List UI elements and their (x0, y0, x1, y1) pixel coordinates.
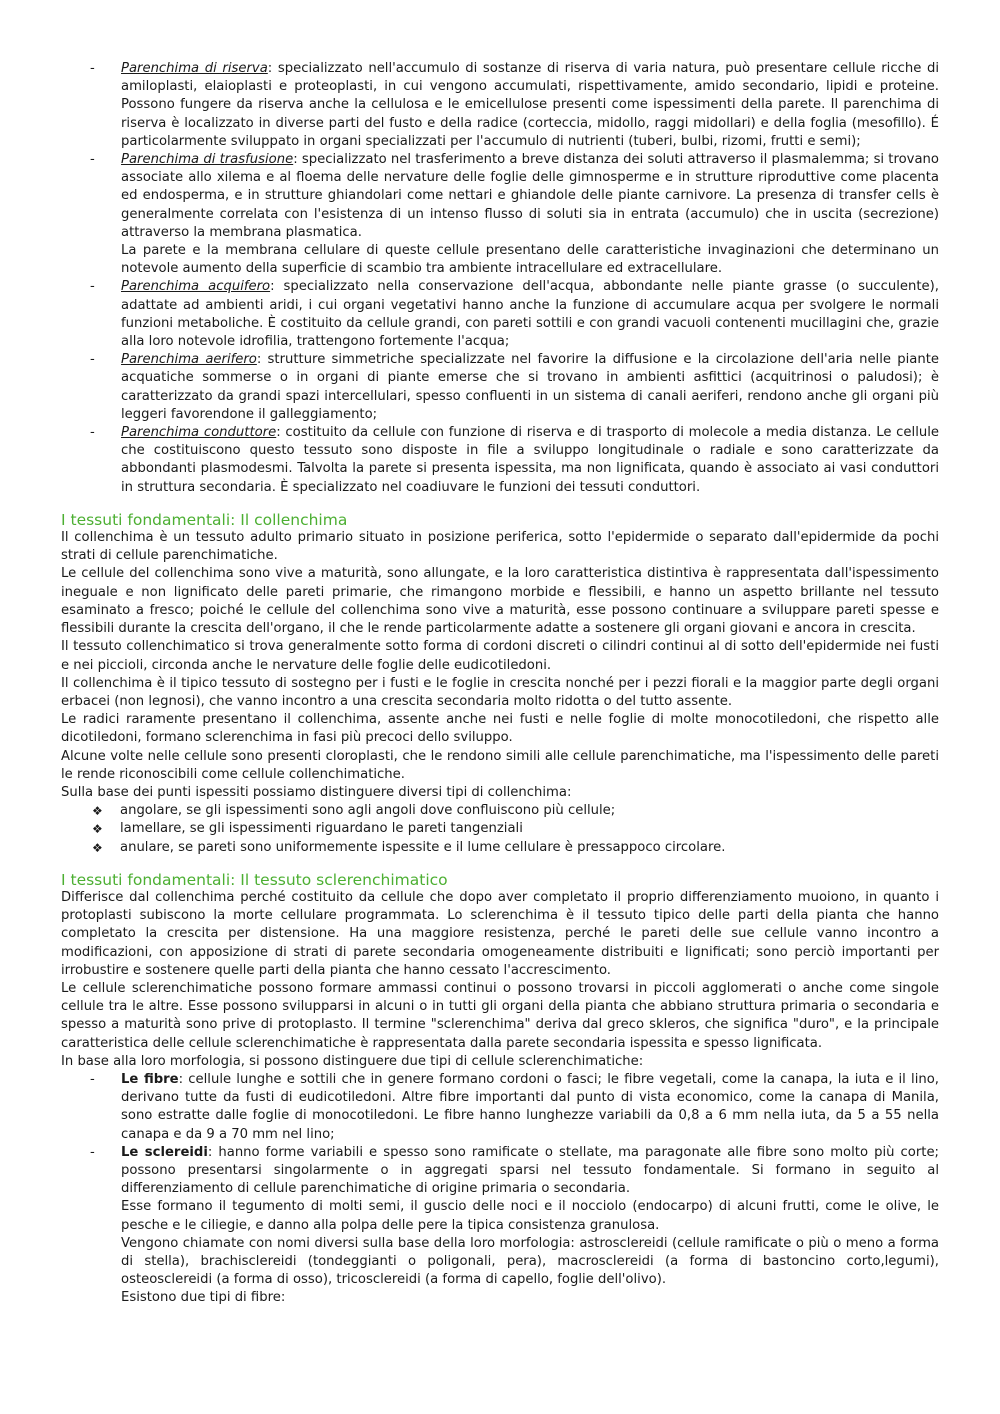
definition-text: : specializzato nel trasferimento a breve distanza dei soluti attraverso il plasmalemma; si trovano associate allo xilema e al floema delle nervature delle foglie delle gimnosperme e in strutture riproduttive come placenta ed endosperma, e in strutture ghiandolari come nettari e ghiandole delle piante carnivore. La presenza di transfer cells è generalmente correlata con l'esistenza di un intenso flusso di soluti sia in entrata (accumulo) che in uscita (secrezione) attraverso la membrana plasmatica. (121, 152, 939, 240)
paragraph: Le cellule sclerenchimatiche possono formare ammassi continui o possono trovarsi in piccoli agglomerati o anche come singole cellule tra le altre. Esse possono svilupparsi in alcuni o in tutti gli organi della pianta che abbiano struttura primaria o secondaria e spesso a maturità sono prive di protoplasto. Il termine "sclerenchima" deriva dal greco skleros, che significa "duro", e la principale caratteristica delle cellule sclerenchimatiche è rappresentata dalla parete secondaria ispessita e spesso lignificata. (61, 980, 939, 1051)
collenchima-types-list (61, 802, 939, 857)
definition-text: : specializzato nella conservazione dell'acqua, abbondante nelle piante grasse (o succulente), adattate ad ambienti aridi, i cui organi vegetativi hanno anche la funzione di accumulare acqua per svolgere le normali funzioni metaboliche. È costituito da cellule grandi, con pareti sottili e con grandi vacuoli contenenti mucillagini che, grazie alla loro notevole idrofilia, trattengono fortemente l'acqua; (121, 279, 939, 350)
list-item-text: anulare, se pareti sono uniformemente ispessite e il lume cellulare è pressappoco circolare. (120, 839, 726, 855)
definition-text: : cellule lunghe e sottili che in genere formano cordoni o fasci; le fibre vegetali, come la canapa, la iuta e il lino, derivano tutte da fusti di eudicotiledoni. Altre fibre importanti dal punto di vista economico, come la canapa di Manila, sono estratte dalle foglie di monocotiledoni. Le fibre hanno lunghezze variabili da 0,8 a 6 mm nella iuta, da 5 a 55 nella canapa e da 9 a 70 mm nel lino; (121, 1071, 939, 1142)
section-title-collenchima: I tessuti fondamentali: Il collenchima (61, 510, 348, 529)
dash-bullet: - (90, 425, 95, 441)
paragraph: Sulla base dei punti ispessiti possiamo distinguere diversi tipi di collenchima: (61, 784, 572, 800)
paragraph: Alcune volte nelle cellule sono presenti cloroplasti, che le rendono simili alle cellule parenchimatiche, ma l'ispessimento delle pareti le rende riconoscibili come cellule collenchimatiche. (61, 748, 939, 782)
term-parenchima-riserva: Parenchima di riserva (121, 61, 268, 76)
list-item (61, 351, 939, 424)
definition-text: : costituito da cellule con funzione di riserva e di trasporto di molecole a media distanza. Le cellule che costituiscono questo tessuto sono disposte in file a sviluppo longitudinale o radiale e sono caratterizzate da abbondanti plasmodesmi. Talvolta la parete si presenta ispessita, ma non lignificata, quando è associato ai vasi conduttori in struttura secondaria. È specializzato nel coadiuvare le funzioni dei tessuti conduttori. (121, 425, 939, 495)
list-item (61, 1071, 939, 1144)
paragraph: Il tessuto collenchimatico si trova generalmente sotto forma di cordoni discreti o cilindri continui al di sotto dell'epidermide nei fusti e nei piccioli, circonda anche le nervature delle foglie delle eudicotiledoni. (61, 639, 939, 673)
definition-continuation: La parete e la membrana cellulare di queste cellule presentano delle caratteristiche invaginazioni che determinano un notevole aumento della superficie di scambio tra ambiente intracellulare ed extracellulare. (121, 243, 939, 277)
definition-continuation: Vengono chiamate con nomi diversi sulla base della loro morfologia: astrosclereidi (cellule ramificate o più o meno a forma di stella), brachisclereidi (tondeggianti o poligonali, pera), macrosclereidi (a forma di bastoncino corto,legumi), osteosclereidi (a forma di osso), tricosclereidi (a forma di capello, foglie dell'olivo). (121, 1235, 939, 1288)
sclerenchima-types-list (61, 1071, 939, 1308)
list-item-text: lamellare, se gli ispessimenti riguardano le pareti tangenziali (120, 821, 523, 837)
dash-bullet: - (90, 352, 95, 368)
paragraph: Differisce dal collenchima perché costituito da cellule che dopo aver completato il proprio differenziamento muoiono, in quanto i protoplasti subiscono la morte cellulare programmata. Lo sclerenchima è il tessuto tipico delle parti della pianta che hanno completato la crescita per distensione. Ha una maggiore resistenza, perché le pareti delle sue cellule vanno incontro a modificazioni, con apposizione di strati di parete secondaria omogeneamente distribuiti e lignificati; sono perciò importanti per irrobustire e sostenere quelle parti della pianta che hanno cessato l'accrescimento. (61, 889, 939, 978)
term-parenchima-trasfusione: Parenchima di trasfusione (121, 152, 294, 168)
paragraph: In base alla loro morfologia, si possono distinguere due tipi di cellule sclerenchimatiche: (61, 1053, 644, 1069)
paragraph: Le radici raramente presentano il collenchima, assente anche nei fusti e nelle foglie di molte monocotiledoni, che rispetto alle dicotiledoni, formano sclerenchima in fasi più precoci dello sviluppo. (61, 712, 939, 746)
paragraph: Il collenchima è un tessuto adulto primario situato in posizione periferica, sotto l'epidermide o separato dall'epidermide da pochi strati di cellule parenchimatiche. (61, 530, 939, 564)
term-parenchima-conduttore: Parenchima conduttore (121, 425, 277, 441)
list-item (61, 1144, 939, 1308)
term-fibre: Le fibre (121, 1071, 179, 1087)
term-parenchima-aerifero: Parenchima aerifero (121, 352, 257, 368)
parenchyma-types-list (61, 60, 939, 497)
diamond-bullet-icon: ❖ (92, 840, 103, 855)
diamond-bullet-icon: ❖ (92, 804, 103, 819)
list-item (61, 820, 939, 838)
definition-continuation: Esse formano il tegumento di molti semi, il guscio delle noci e il nocciolo (endocarpo) di alcuni frutti, come le olive, le pesche e le ciliegie, e danno alla polpa delle pere la tipica consistenza granulosa. (121, 1199, 939, 1233)
list-item (61, 424, 939, 497)
dash-bullet: - (90, 279, 95, 295)
dash-bullet: - (90, 1071, 95, 1087)
list-item-text: angolare, se gli ispessimenti sono agli angoli dove confluiscono più cellule; (120, 803, 616, 819)
term-parenchima-acquifero: Parenchima acquifero (121, 279, 271, 295)
list-item (61, 802, 939, 820)
list-item (61, 278, 939, 351)
definition-text: : strutture simmetriche specializzate nel favorire la diffusione e la circolazione dell'aria nelle piante acquatiche sommerse o in organi di piante emerse che si trovano in ambienti asfittici (acquitrinosi o paludosi); è caratterizzato da grandi spazi intercellulari, spesso confluenti in un sistema di canali aeriferi, rendono anche gli organi più leggeri favorendone il galleggiamento; (121, 352, 939, 422)
dash-bullet: - (90, 1144, 95, 1160)
paragraph: Le cellule del collenchima sono vive a maturità, sono allungate, e la loro caratteristica distintiva è rappresentata dall'ispessimento ineguale e non lignificato delle pareti primarie, che rimangono morbide e flessibili, e hanno un aspetto brillante nel tessuto esaminato a fresco; poiché le cellule del collenchima sono vive a maturità, esse possono continuare a sviluppare pareti spesse e flessibili durante la crescita dell'organo, il che le rende particolarmente adatte a sostenere gli organi giovani e ancora in crescita. (61, 566, 939, 637)
list-item (61, 60, 939, 151)
term-sclereidi: Le sclereidi (121, 1144, 208, 1160)
dash-bullet: - (90, 61, 95, 76)
definition-continuation: Esistono due tipi di fibre: (121, 1290, 286, 1306)
definition-text: : hanno forme variabili e spesso sono ramificate o stellate, ma paragonate alle fibre sono molto più corte; possono presentarsi singolarmente o in aggregati sparsi nel tessuto fondamentale. Si formano in seguito al differenziamento di cellule parenchimatiche di origine primaria o secondaria. (121, 1144, 939, 1197)
diamond-bullet-icon: ❖ (92, 822, 103, 837)
section-title-sclerenchima: I tessuti fondamentali: Il tessuto sclerenchimatico (61, 870, 448, 889)
list-item (61, 151, 939, 278)
definition-text: : specializzato nell'accumulo di sostanze di riserva di varia natura, può presentare cellule ricche di amiloplasti, elaioplasti e proteoplasti, in cui vengono accumulati, rispettivamente, amido secondario, lipidi e proteine. Possono fungere da riserva anche la cellulosa e le emicellulose presenti come ispessimenti della parete. Il parenchima di riserva è localizzato in diverse parti del fusto e della radice (corteccia, midollo, raggi midollari) e della foglia (mesofillo). É particolarmente sviluppato in organi specializzati per l'accumulo di nutrienti (tuberi, bulbi, rizomi, frutti e semi); (121, 61, 939, 149)
dash-bullet: - (90, 152, 95, 168)
list-item (61, 839, 939, 857)
paragraph: Il collenchima è il tipico tessuto di sostegno per i fusti e le foglie in crescita nonché per i pezzi fiorali e la maggior parte degli organi erbacei (non legnosi), che vanno incontro a una crescita secondaria molto ridotta o del tutto assente. (61, 675, 939, 709)
